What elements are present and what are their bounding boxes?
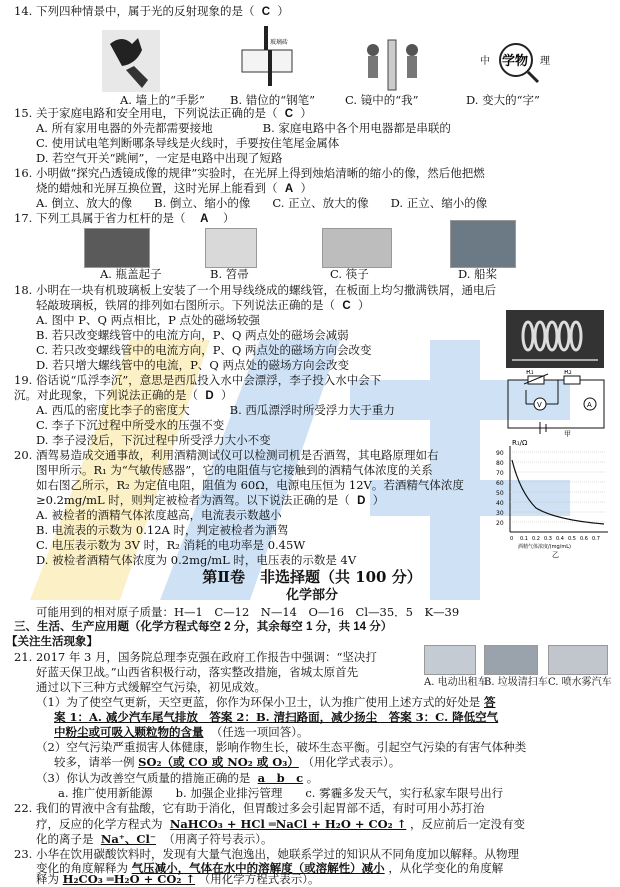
question-15-stem: 15. 关于家庭电路和安全用电，下列说法正确的是（ C ） [14, 106, 312, 120]
question-17-stem: 17. 下列工具属于省力杠杆的是（ A ） [14, 211, 235, 225]
circuit-diagram [500, 370, 610, 438]
svg-text:40: 40 [496, 500, 504, 507]
svg-text:甲: 甲 [564, 430, 571, 438]
q20-option-c: C. 电压表示数为 3V 时，R₂ 消耗的电功率是 0.45W [36, 538, 306, 552]
question-21-line1: 21. 2017 年 3 月，国务院总理李克强在政府工作报告中强调：“坚决打 [14, 650, 377, 664]
atomic-masses: 可能用到的相对原子质量：H—1 C—12 N—14 O—16 Cl—35．5 K—39 [36, 605, 460, 619]
caption-a: A. 电动出租车 [424, 677, 488, 688]
svg-text:70: 70 [496, 470, 504, 477]
caption-c: C. 喷水雾汽车 [548, 677, 612, 688]
svg-text:0.2: 0.2 [532, 536, 540, 542]
hand-shadow-image [102, 30, 160, 92]
q21-sub1-line1: （1）为了使空气更新，天空更蓝，你作为环保小卫士，认为推广使用上述方式的好处是 答 [36, 695, 496, 709]
bottle-opener-photo [84, 228, 150, 268]
q21-sub2-line2: 较多，请举一例 SO₂（或 CO 或 NO₂ 或 O₃） （用化学式表示）。 [54, 755, 401, 769]
solenoid-image [506, 310, 604, 368]
q21-sub2-line1: （2）空气污染严重损害人体健康，影响作物生长，破坏生态平衡。引起空气污染的有害气体种类 [36, 740, 527, 754]
part2-title: 第Ⅱ卷 非选择题（共 100 分） [202, 568, 422, 586]
focus-heading: 【关注生活现象】 [6, 636, 98, 648]
q18-option-a: A. 图中 P、Q 两点相比，P 点处的磁场较强 [36, 313, 260, 327]
q17-option-a: A. 瓶盖起子 [100, 267, 162, 281]
magnifier-image [480, 38, 560, 86]
svg-text:R₁/Ω: R₁/Ω [512, 439, 528, 447]
q17-option-d: D. 船桨 [458, 267, 498, 281]
svg-text:中: 中 [480, 56, 490, 67]
q18-option-c: C. 若只改变螺线管中的电流方向，P、Q 两点处的磁场方向会改变 [36, 343, 372, 357]
glass-label: 玻璃砖 [270, 39, 289, 46]
q21-sub3-options: a. 推广使用新能源 b. 加强企业排污管理 c. 雾霾多发天气，实行私家车限号出行 [58, 786, 504, 800]
broom-photo [205, 228, 257, 268]
svg-text:0.1: 0.1 [520, 536, 528, 542]
q19-option-d: D. 李子浸没后，下沉过程中所受浮力大小不变 [36, 433, 271, 447]
svg-text:0.5: 0.5 [568, 536, 576, 542]
question-22-line2: 疗，反应的化学方程式为 NaHCO₃ + HCl ═NaCl + H₂O + CO₂ ↑ ，反应前后一定没有变 [36, 817, 525, 831]
question-19-line1: 19. 俗话说“瓜浮李沉”，意思是西瓜投入水中会漂浮，李子投入水中会下 [14, 373, 382, 387]
svg-text:50: 50 [496, 490, 504, 497]
water-mist-truck-photo [548, 645, 608, 675]
sweeper-truck-photo [484, 645, 538, 675]
svg-text:学物: 学物 [502, 54, 529, 69]
q15-option-c: C. 使用试电笔判断哪条导线是火线时，手要按住笔尾金属体 [36, 136, 340, 150]
question-22-line1: 22. 我们的胃液中含有盐酸，它有助于消化，但胃酸过多会引起胃部不适，有时可用小苏打治 [14, 801, 485, 815]
question-22-line3: 化的离子是 Na⁺、Cl⁻ （用离子符号表示）。 [36, 832, 273, 846]
caption-b: B. 垃圾清扫车 [484, 677, 548, 688]
question-18-line2: 轻敲玻璃板，铁屑的排列如右图所示。下列说法正确的是（ C ） [36, 298, 370, 312]
q15-option-d: D. 若空气开关“跳闸”，一定是电路中出现了短路 [36, 151, 283, 165]
svg-text:90: 90 [496, 450, 504, 457]
pen-glass-image [236, 24, 298, 90]
svg-text:理: 理 [540, 56, 550, 67]
question-16-line2: 烧的蜡烛和光屏互换位置，这时光屏上能看到（ A ） [36, 181, 312, 195]
question-19-line2: 沉。对此现象，下列说法正确的是（ D ） [14, 388, 233, 402]
q18-option-b: B. 若只改变螺线管中的电流方向，P、Q 两点处的磁场会减弱 [36, 328, 349, 342]
question-23-line1: 23. 小华在饮用碳酸饮料时，发现有大量气泡逸出，她联系学过的知识从不同角度加以解释。从物理 [14, 847, 519, 861]
question-21-line2: 好蓝天保卫战。”山西省积极行动，落实整改措施，省城太原首先 [36, 665, 359, 679]
resistance-graph [496, 438, 614, 558]
q20-option-a: A. 被检者的酒精气体浓度越高，电流表示数越小 [36, 508, 282, 522]
svg-text:酒精气体浓度/(mg/mL): 酒精气体浓度/(mg/mL) [518, 544, 571, 550]
q14-option-b: B. 错位的“钢笔” [230, 93, 316, 107]
q14-option-a: A. 墙上的“手影” [120, 93, 205, 107]
q18-option-d: D. 若只增大螺线管中的电流，P、Q 两点处的磁场方向会改变 [36, 358, 349, 372]
svg-text:R₂: R₂ [564, 370, 572, 376]
section-3-title: 三、生活、生产应用题（化学方程式每空 2 分，其余每空 1 分，共 14 分） [14, 621, 393, 633]
chopsticks-photo [322, 228, 392, 268]
question-20-line3: 如右图乙所示，R₂ 为定值电阻，阻值为 60Ω，电源电压恒为 12V。若酒精气体浓度 [36, 478, 464, 492]
q19-options-ab: A. 西瓜的密度比李子的密度大 B. 西瓜漂浮时所受浮力大于重力 [36, 403, 395, 417]
q21-sub3: （3）你认为改善空气质量的措施正确的是 a b c 。 [36, 771, 319, 785]
question-18-line1: 18. 小明在一块有机玻璃板上安装了一个用导线绕成的螺线管，在板面上均匀撒满铁屑，通电后 [14, 283, 496, 297]
q15-options-ab: A. 所有家用电器的外壳都需要接地 B. 家庭电路中各个用电器都是串联的 [36, 121, 451, 135]
question-23-line3: 释为 H₂CO₃ ═H₂O + CO₂ ↑ （用化学方程式表示）。 [36, 872, 320, 886]
question-20-line2: 图甲所示。R₁ 为“气敏传感器”，它的电阻值与它接触到的酒精气体浓度的关系 [36, 463, 433, 477]
question-16-line1: 16. 小明做“探究凸透镜成像的规律”实验时，在光屏上得到烛焰清晰的缩小的像，然后他把燃 [14, 166, 485, 180]
svg-text:0: 0 [510, 536, 514, 542]
svg-text:0.3: 0.3 [544, 536, 552, 542]
svg-text:80: 80 [496, 460, 504, 467]
mirror-image [358, 38, 428, 92]
q21-sub1-line2: 案 1：A. 减少汽车尾气排放 答案 2：B. 清扫路面，减少扬尘 答案 3：C. 降低空气 [54, 710, 499, 724]
svg-text:0.6: 0.6 [580, 536, 588, 542]
q17-option-c: C. 筷子 [330, 267, 369, 281]
question-14-stem: 14. 下列四种情景中，属于光的反射现象的是（ C ） [14, 4, 289, 18]
question-20-line4: ≥0.2mg/mL 时，则判定被检者为酒驾。以下说法正确的是（ D ） [36, 493, 385, 507]
svg-text:R₁: R₁ [526, 370, 534, 376]
question-23-line2: 变化的角度解释为 气压减小，气体在水中的溶解度（或溶解性）减小 ，从化学变化的角度解 [36, 861, 504, 875]
chemistry-heading: 化学部分 [285, 588, 338, 603]
svg-text:20: 20 [496, 520, 504, 527]
svg-text:V: V [537, 401, 542, 409]
q20-option-d: D. 被检者酒精气体浓度为 0.2mg/mL 时，电压表的示数是 4V [36, 553, 357, 567]
q20-option-b: B. 电流表的示数为 0.12A 时，判定被检者为酒驾 [36, 523, 289, 537]
svg-text:60: 60 [496, 480, 504, 487]
svg-text:0.7: 0.7 [592, 536, 600, 542]
svg-text:30: 30 [496, 510, 504, 517]
q14-option-d: D. 变大的“字” [466, 93, 540, 107]
oar-photo [450, 220, 516, 268]
svg-text:0.4: 0.4 [556, 536, 564, 542]
q17-option-b: B. 笤帚 [210, 267, 249, 281]
svg-text:乙: 乙 [552, 551, 559, 558]
question-21-line3: 通过以下三种方式缓解空气污染，初见成效。 [36, 680, 266, 694]
electric-taxi-photo [424, 645, 476, 675]
answer: C [261, 6, 271, 18]
svg-text:A: A [587, 401, 592, 409]
q16-options: A. 倒立、放大的像 B. 倒立、缩小的像 C. 正立、放大的像 D. 正立、缩小的像 [36, 196, 488, 210]
q19-option-c: C. 李子下沉过程中所受水的压强不变 [36, 418, 225, 432]
q14-option-c: C. 镜中的“我” [345, 93, 419, 107]
question-20-line1: 20. 酒驾易造成交通事故，利用酒精测试仪可以检测司机是否酒驾，其电路原理如右 [14, 448, 439, 462]
q21-sub1-line3: 中粉尘或可吸入颗粒物的含量 （任选一项回答）。 [54, 725, 309, 739]
